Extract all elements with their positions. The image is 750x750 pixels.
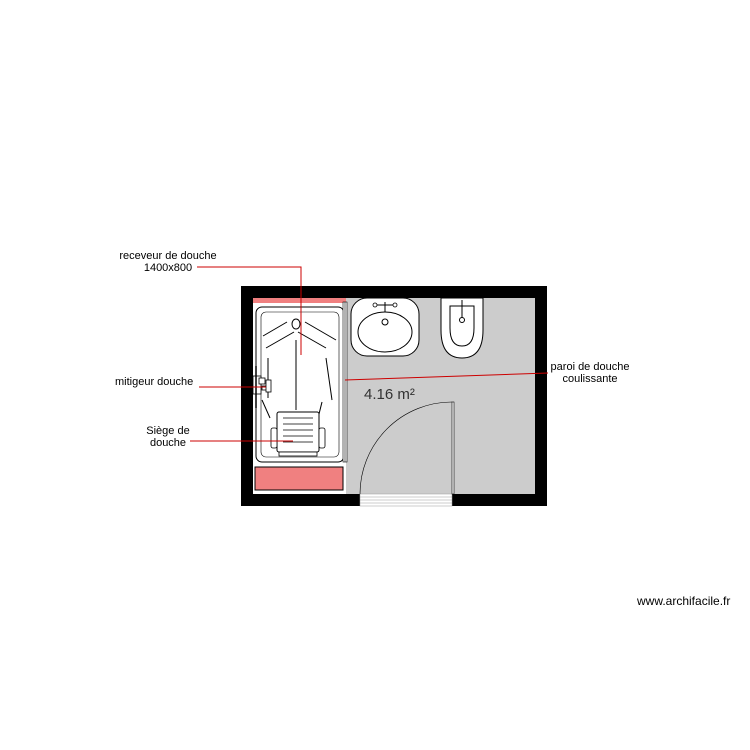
shower-bottom-bench	[255, 467, 343, 490]
washbasin-icon	[351, 298, 419, 356]
label-paroi	[540, 361, 640, 385]
label-paroi-line1: paroi de douche	[550, 361, 630, 373]
shower-seat-icon	[271, 412, 325, 456]
door-leaf	[452, 402, 454, 494]
label-siege-line2: douche	[149, 437, 187, 449]
drain-icon	[292, 319, 300, 329]
room-area-label: 4.16 m²	[364, 386, 415, 403]
label-siege-line1: Siège de	[146, 425, 190, 437]
shower-top-bar	[253, 298, 346, 303]
label-receveur-line1: receveur de douche	[119, 250, 217, 262]
watermark-text: www.archifacile.fr	[637, 594, 731, 608]
sliding-shower-wall	[343, 302, 347, 462]
label-receveur-line2: 1400x800	[143, 262, 193, 274]
bidet-icon	[441, 298, 483, 358]
label-receveur	[108, 250, 228, 274]
label-mitigeur: mitigeur douche	[115, 376, 194, 388]
label-siege	[135, 425, 201, 449]
label-paroi-line2: coulissante	[562, 373, 618, 385]
